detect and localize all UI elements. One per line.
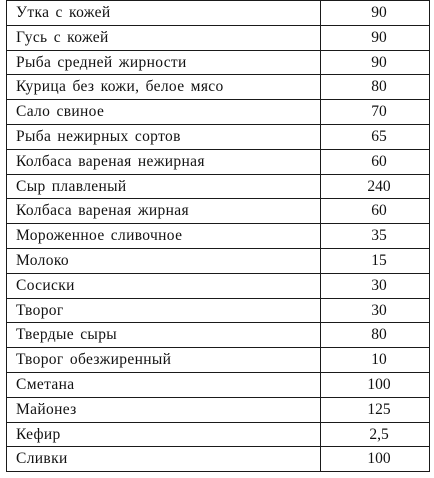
table-row [7, 100, 430, 125]
table-row [7, 224, 430, 249]
table-row [7, 199, 430, 224]
product-name-cell: Колбаса вареная нежирная [7, 149, 321, 174]
product-name-cell: Рыба нежирных сортов [7, 124, 321, 149]
product-value-cell: 35 [321, 224, 430, 249]
product-name-cell: Творог [7, 298, 321, 323]
product-name-cell: Сало свиное [7, 100, 321, 125]
product-name-cell: Курица без кожи, белое мясо [7, 75, 321, 100]
product-value-cell: 15 [321, 248, 430, 273]
product-name-cell: Колбаса вареная жирная [7, 199, 321, 224]
product-name-cell: Утка с кожей [7, 1, 321, 26]
table-row [7, 323, 430, 348]
product-value-cell: 100 [321, 372, 430, 397]
product-value-cell: 65 [321, 124, 430, 149]
product-value-cell: 30 [321, 273, 430, 298]
product-value-cell: 80 [321, 323, 430, 348]
product-value-cell: 240 [321, 174, 430, 199]
product-name-cell: Творог обезжиренный [7, 348, 321, 373]
product-name-cell: Рыба средней жирности [7, 50, 321, 75]
table-row [7, 75, 430, 100]
table-row [7, 397, 430, 422]
product-name-cell: Молоко [7, 248, 321, 273]
table-row [7, 248, 430, 273]
product-name-cell: Кефир [7, 422, 321, 447]
table-row [7, 298, 430, 323]
product-value-cell: 100 [321, 447, 430, 472]
product-value-cell: 2,5 [321, 422, 430, 447]
product-value-cell: 10 [321, 348, 430, 373]
product-name-cell: Гусь с кожей [7, 25, 321, 50]
table-row [7, 174, 430, 199]
table-body [7, 1, 430, 472]
table-row [7, 149, 430, 174]
product-value-cell: 125 [321, 397, 430, 422]
product-value-cell: 80 [321, 75, 430, 100]
table-row [7, 422, 430, 447]
product-value-cell: 90 [321, 25, 430, 50]
table-row [7, 124, 430, 149]
product-name-cell: Сыр плавленый [7, 174, 321, 199]
product-name-cell: Сливки [7, 447, 321, 472]
product-name-cell: Майонез [7, 397, 321, 422]
table-row [7, 273, 430, 298]
table-row [7, 372, 430, 397]
product-value-cell: 30 [321, 298, 430, 323]
table-row [7, 348, 430, 373]
document-page [6, 0, 430, 477]
product-value-table [6, 0, 430, 472]
table-row [7, 50, 430, 75]
table-row [7, 25, 430, 50]
table-row [7, 1, 430, 26]
product-value-cell: 60 [321, 149, 430, 174]
product-name-cell: Твердые сыры [7, 323, 321, 348]
product-name-cell: Сосиски [7, 273, 321, 298]
product-name-cell: Мороженное сливочное [7, 224, 321, 249]
table-row [7, 447, 430, 472]
product-value-cell: 60 [321, 199, 430, 224]
product-value-cell: 90 [321, 50, 430, 75]
product-value-cell: 70 [321, 100, 430, 125]
product-name-cell: Сметана [7, 372, 321, 397]
product-value-cell: 90 [321, 1, 430, 26]
